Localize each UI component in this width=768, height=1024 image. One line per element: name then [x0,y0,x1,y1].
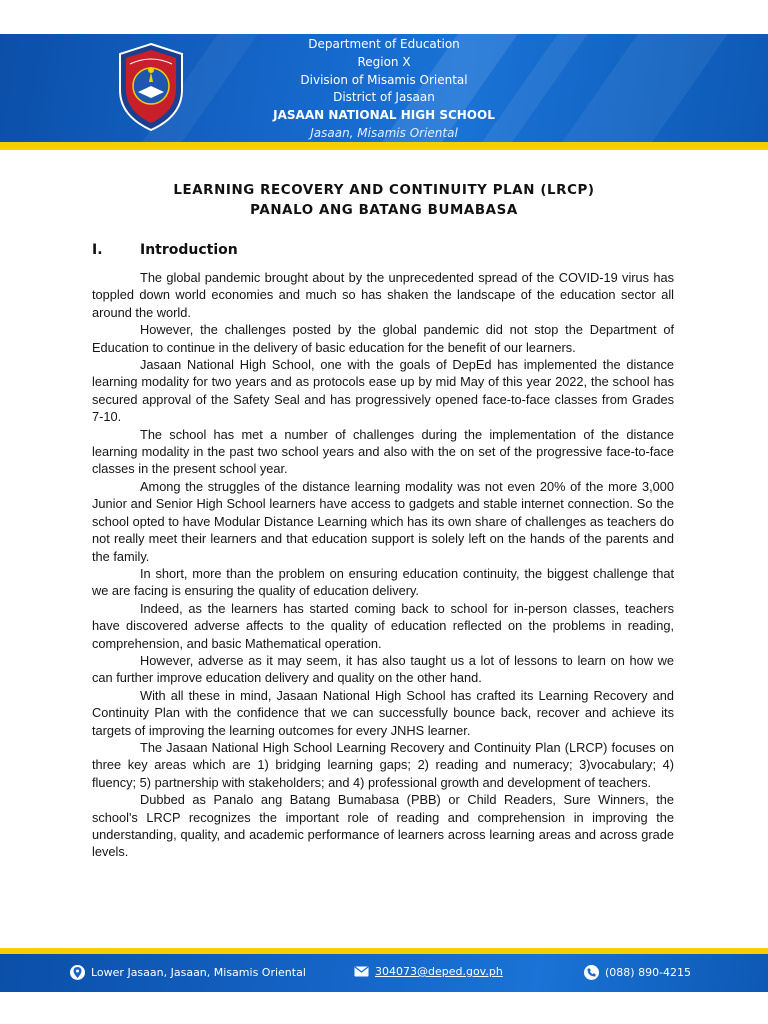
footer-phone-text: (088) 890-4215 [605,966,692,979]
header-line-division: Division of Misamis Oriental [300,72,468,87]
footer-address-text: Lower Jasaan, Jasaan, Misamis Oriental [91,966,306,979]
footer-email-link[interactable]: 304073@deped.gov.ph [375,965,503,978]
header-accent-stripe [0,142,768,150]
header-line-region: Region X [357,54,411,69]
paragraph: However, the challenges posted by the global pandemic did not stop the Department of Education to continue in the delivery of basic education for the benefit of our learners. [92,322,674,355]
paragraph: The Jasaan National High School Learning Recovery and Continuity Plan (LRCP) focuses on three key areas which are 1) bridging learning gaps; 2) reading and numeracy; 3)vocabulary; 4) fluency; 5) partnership with stakeholders; and 4) professional growth and development of teachers. [92,739,674,790]
letterhead-footer [0,954,768,992]
header-school-name: JASAAN NATIONAL HIGH SCHOOL [273,108,495,123]
section-title: Introduction [140,242,238,258]
header-line-department: Department of Education [308,37,460,51]
title-line-1: LEARNING RECOVERY AND CONTINUITY PLAN (LRCP) [173,183,595,198]
paragraph: The school has met a number of challenges during the implementation of the distance learning modality in the past two school years and also with the on set of the progressive face-to-face classes in the present school year. [92,426,674,477]
paragraph: However, adverse as it may seem, it has also taught us a lot of lessons to learn on how we can further improve education delivery and quality on the other hand. [92,652,674,686]
paragraph: Indeed, as the learners has started coming back to school for in-person classes, teachers have discovered adverse affects to the quality of education reflected on the problems in reading, comprehension, and basic Mathematical operation. [92,600,674,651]
header-line-district: District of Jasaan [333,90,435,105]
paragraph: In short, more than the problem on ensuring education continuity, the biggest challenge that we are facing is ensuring the quality of education delivery. [92,565,674,599]
title-line-2: PANALO ANG BATANG BUMABASA [250,203,518,218]
paragraph: Jasaan National High School, one with the goals of DepEd has implemented the distance learning modality for two years and as protocols ease up by mid May of this year 2022, the school has secured approval of the Safety Seal and has progressively opened face-to-face classes from Grades 7-10. [92,357,674,425]
document-body [92,269,674,861]
footer-phone [584,965,691,980]
paragraph: The global pandemic brought about by the unprecedented spread of the COVID-19 virus has toppled down world economies and much so has shaken the landscape of the education sector all around the world. [92,270,674,320]
document-title [0,181,768,221]
location-pin-icon [70,965,85,980]
school-seal-icon [116,42,186,132]
phone-icon [584,965,599,980]
footer-address [70,965,306,980]
section-heading [92,242,238,258]
footer-email[interactable] [354,965,503,978]
paragraph: Dubbed as Panalo ang Batang Bumabasa (PBB) or Child Readers, Sure Winners, the school's LRCP recognizes the important role of reading and comprehension in improving the understanding, quality, and academic performance of learners across learning areas and across grade levels. [92,792,674,860]
email-icon [354,966,369,977]
paragraph: With all these in mind, Jasaan National High School has crafted its Learning Recovery and Continuity Plan with the confidence that we can successfully bounce back, recover and achieve its targets of improving the learning outcomes for every JNHS learner. [92,687,674,738]
section-number: I. [92,242,103,258]
paragraph: Among the struggles of the distance learning modality was not even 20% of the more 3,000 Junior and Senior High School learners have access to gadgets and stable internet connection. So the school opted to have Modular Distance Learning which has its own share of challenges as teachers do not really meet their learners and that education support is solely left on the hands of the parents and the family. [92,478,674,564]
header-location: Jasaan, Misamis Oriental [310,125,458,140]
letterhead-text [230,36,538,143]
